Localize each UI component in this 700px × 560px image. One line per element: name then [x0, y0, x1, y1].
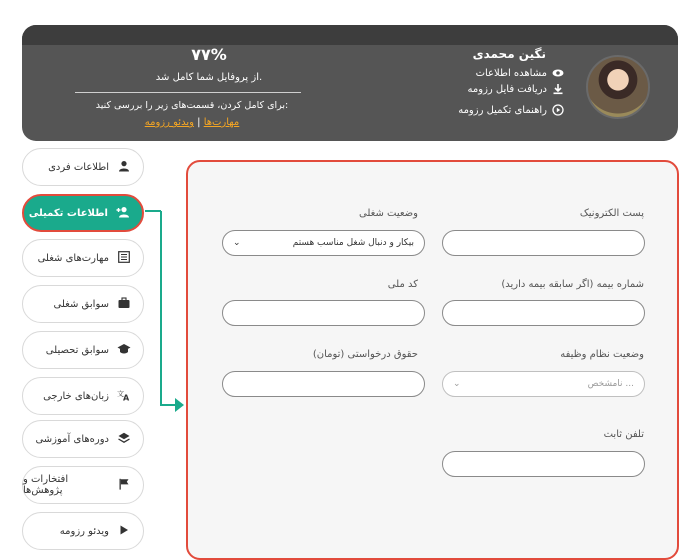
user-icon [117, 160, 131, 175]
links-separator: | [197, 117, 201, 128]
header-divider [75, 92, 301, 93]
play-circle-icon [552, 104, 564, 116]
sidebar-item-honors-research[interactable] [22, 466, 144, 504]
sidebar-item-personal-info[interactable] [22, 148, 144, 186]
sidebar-item-video-resume[interactable] [22, 512, 144, 550]
insurance-number-field[interactable] [442, 300, 645, 326]
military-status-label: وضعیت نظام وظیفه [560, 349, 644, 360]
profile-completion-percent: ۷۷% [191, 45, 227, 64]
translate-icon [117, 389, 131, 404]
graduation-cap-icon [117, 343, 131, 358]
header-top-bar [22, 25, 678, 45]
requested-salary-field[interactable] [222, 371, 425, 397]
sidebar-item-education[interactable] [22, 331, 144, 369]
profile-completion-text: از پروفایل شما کامل شد. [155, 72, 263, 83]
sidebar-item-label: ویدئو رزومه [59, 525, 109, 537]
sidebar-item-label: مهارت‌های شغلی [37, 252, 109, 264]
military-status-value: نامشخص ... [587, 379, 634, 389]
list-icon [117, 251, 131, 266]
sidebar-item-label: سوابق تحصیلی [45, 344, 109, 356]
eye-icon [552, 67, 564, 79]
resume-guide-link[interactable] [458, 104, 564, 116]
email-label: پست الکترونیک [579, 208, 644, 219]
completion-instruction: برای کامل کردن، قسمت‌های زیر را بررسی کنید: [95, 100, 289, 111]
connector-line [145, 210, 161, 212]
sidebar-item-additional-info[interactable] [22, 194, 144, 232]
chevron-down-icon: ⌄ [233, 238, 241, 248]
sidebar-item-work-history[interactable] [22, 285, 144, 323]
video-resume-link[interactable]: ویدئو رزومه [144, 117, 194, 128]
download-resume-label: دریافت فایل رزومه [467, 83, 547, 95]
job-status-select[interactable] [222, 230, 425, 256]
sidebar-item-label: افتخارات و پژوهش‌ها [23, 474, 69, 496]
landline-phone-field[interactable] [442, 451, 645, 477]
national-code-label: کد ملی [387, 279, 418, 290]
landline-phone-label: تلفن ثابت [603, 429, 644, 440]
job-status-value: بیکار و دنبال شغل مناسب هستم [292, 238, 414, 248]
email-field[interactable] [442, 230, 645, 256]
avatar[interactable] [586, 55, 650, 119]
view-info-label: مشاهده اطلاعات [475, 67, 547, 79]
job-status-label: وضعیت شغلی [358, 208, 418, 219]
chevron-down-icon: ⌄ [453, 379, 461, 389]
missing-sections-links [82, 117, 302, 128]
play-icon [117, 524, 131, 539]
national-code-field[interactable] [222, 300, 425, 326]
download-icon [552, 83, 564, 95]
connector-line [160, 211, 162, 405]
user-plus-icon [116, 206, 130, 221]
view-info-link[interactable] [476, 67, 564, 79]
layers-icon [117, 432, 131, 447]
user-name: نگین محمدی [472, 47, 546, 61]
sidebar-item-label: سوابق شغلی [53, 298, 109, 310]
insurance-number-label: شماره بیمه (اگر سابقه بیمه دارید) [501, 279, 644, 290]
sidebar-item-label: اطلاعات تکمیلی [28, 207, 108, 219]
connector-arrow-icon [175, 398, 184, 412]
requested-salary-label: حقوق درخواستی (تومان) [312, 349, 418, 360]
sidebar-item-job-skills[interactable] [22, 239, 144, 277]
additional-info-form [186, 160, 679, 560]
sidebar-item-languages[interactable] [22, 377, 144, 415]
sidebar-item-label: دوره‌های آموزشی [35, 433, 109, 445]
sidebar-item-label: اطلاعات فردی [48, 161, 109, 173]
briefcase-icon [117, 297, 131, 312]
resume-guide-label: راهنمای تکمیل رزومه [458, 104, 547, 116]
svg-text:文: 文 [117, 389, 124, 398]
profile-header [22, 25, 678, 141]
download-resume-link[interactable] [468, 83, 564, 95]
flag-icon [117, 478, 131, 493]
sidebar-item-training-courses[interactable] [22, 420, 144, 458]
skills-link[interactable]: مهارت‌ها [203, 117, 240, 128]
sidebar-item-label: زبان‌های خارجی [43, 390, 109, 402]
svg-text:A: A [123, 393, 130, 401]
military-status-select[interactable] [442, 371, 645, 397]
